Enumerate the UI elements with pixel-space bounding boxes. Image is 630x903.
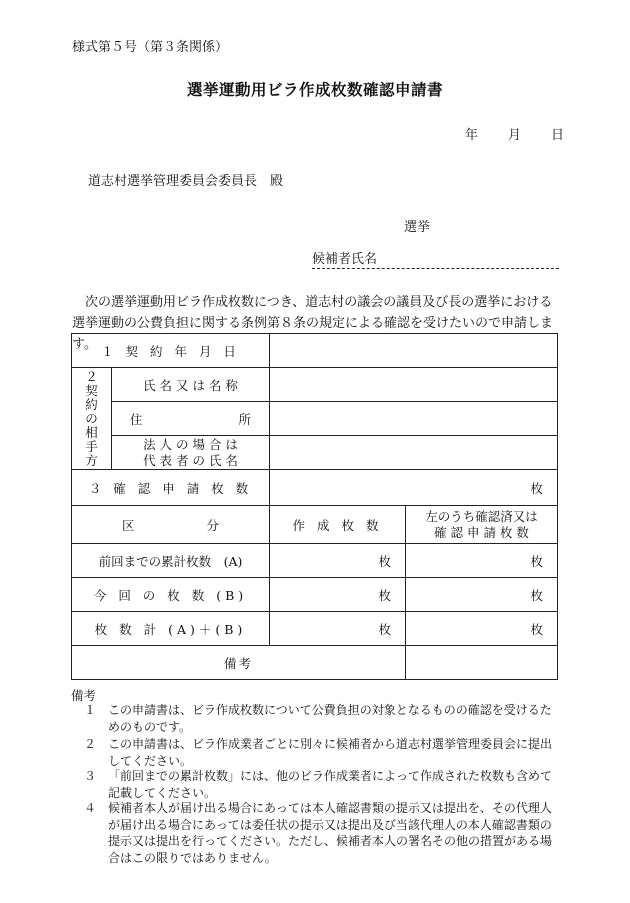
unit-label: 枚 [530, 621, 543, 637]
date-month-label: 月 [508, 128, 522, 143]
row-label: 今 回 の 枚 数 (B) [72, 578, 270, 612]
note-item [84, 702, 554, 735]
address-label [112, 402, 270, 436]
unit-label: 枚 [378, 621, 391, 637]
category-header-a: 区 [122, 517, 135, 533]
note-text: この申請書は、ビラ作成枚数について公費負担の対象となるものの確認を受けるためのものです。 [108, 703, 552, 734]
table-row [72, 578, 558, 612]
candidate-name-label: 候補者氏名 [312, 252, 378, 267]
unit-label: 枚 [530, 587, 543, 603]
candidate-name-line [312, 268, 559, 269]
category-header [72, 506, 270, 544]
confirmed-count-header [406, 506, 558, 544]
addressee: 道志村選挙管理委員会委員長 殿 [88, 174, 284, 189]
contract-partner-label [72, 368, 112, 470]
partner-char: 手 [85, 438, 98, 454]
note-text: 「前回までの累計枚数」には、他のビラ作成業者によって作成された枚数も含めて記載してください。 [108, 769, 553, 800]
remarks-label-text: 備考 [223, 655, 253, 671]
confirmed-count-field[interactable] [406, 578, 558, 612]
confirm-count-field[interactable] [270, 470, 558, 506]
document-title: 選挙運動用ビラ作成枚数確認申請書 [186, 80, 443, 99]
remarks-field[interactable] [406, 646, 558, 680]
note-item [84, 800, 554, 866]
form-number: 様式第５号（第３条関係） [72, 40, 229, 55]
note-number: １ [84, 703, 97, 717]
name-label: 氏 名 又 は 名 称 [112, 368, 270, 402]
created-count-field[interactable] [270, 578, 406, 612]
confirm-count-label: ３ 確 認 申 請 枚 数 [72, 470, 270, 506]
note-number: ２ [84, 737, 97, 751]
note-text: 候補者本人が届け出る場合にあっては本人確認書類の提示又は提出を、その代理人が届け出る場合にあっては委任状の提示又は提出及び当該代理人の本人確認書類の提示又は提出を行ってください。ただし、候補者本人の署名その他の措置がある場合はこの限りではありません。 [108, 801, 553, 865]
date-line [465, 124, 564, 143]
request-text: 次の選挙運動用ビラ作成枚数につき、道志村の議会の議員及び長の選挙における選挙運動の公費負担に関する条例第８条の規定による確認を受けたいので申請します。 [72, 295, 554, 352]
representative-label [112, 436, 270, 470]
created-count-header: 作 成 枚 数 [270, 506, 406, 544]
contract-date-field[interactable] [270, 334, 558, 368]
partner-char: 約 [85, 396, 98, 412]
confirmed-header-line2: 確 認 申 請 枚 数 [434, 524, 529, 540]
note-number: ３ [84, 769, 97, 783]
partner-char: の [85, 410, 98, 426]
count-table [71, 505, 558, 680]
representative-field[interactable] [270, 436, 558, 470]
representative-label-line2: 代 表 者 の 氏 名 [143, 452, 238, 468]
note-item [84, 736, 554, 769]
confirmed-count-field[interactable] [406, 544, 558, 578]
unit-label: 枚 [378, 553, 391, 569]
partner-char: 方 [85, 452, 98, 468]
representative-label-line1: 法 人 の 場 合 は [143, 436, 238, 452]
row-label: 枚 数 計 (A)＋(B) [72, 612, 270, 646]
address-label-a: 住 [130, 411, 143, 427]
note-item [84, 768, 554, 801]
unit-label: 枚 [530, 553, 543, 569]
table-row [72, 612, 558, 646]
category-header-b: 分 [206, 517, 219, 533]
confirmed-header-line1: 左のうち確認済又は [425, 508, 538, 524]
partner-char: 相 [85, 424, 98, 440]
table-row [72, 544, 558, 578]
unit-label: 枚 [530, 480, 543, 496]
notes-title: 備考 [71, 688, 97, 703]
note-number: ４ [84, 801, 97, 815]
confirmed-count-field[interactable] [406, 612, 558, 646]
created-count-field[interactable] [270, 544, 406, 578]
address-label-b: 所 [238, 411, 251, 427]
partner-number: ２ [85, 368, 98, 384]
remarks-label [72, 646, 406, 680]
created-count-field[interactable] [270, 612, 406, 646]
contract-date-label: １ 契 約 年 月 日 [72, 334, 270, 368]
date-year-label: 年 [465, 128, 479, 143]
partner-char: 契 [85, 382, 98, 398]
unit-label: 枚 [378, 587, 391, 603]
address-field[interactable] [270, 402, 558, 436]
contract-table [71, 333, 558, 506]
row-label: 前回までの累計枚数 (A) [72, 544, 270, 578]
election-label: 選挙 [404, 220, 431, 235]
note-text: この申請書は、ビラ作成業者ごとに別々に候補者から道志村選挙管理委員会に提出してください。 [108, 737, 553, 768]
date-day-label: 日 [551, 128, 565, 143]
name-field[interactable] [270, 368, 558, 402]
